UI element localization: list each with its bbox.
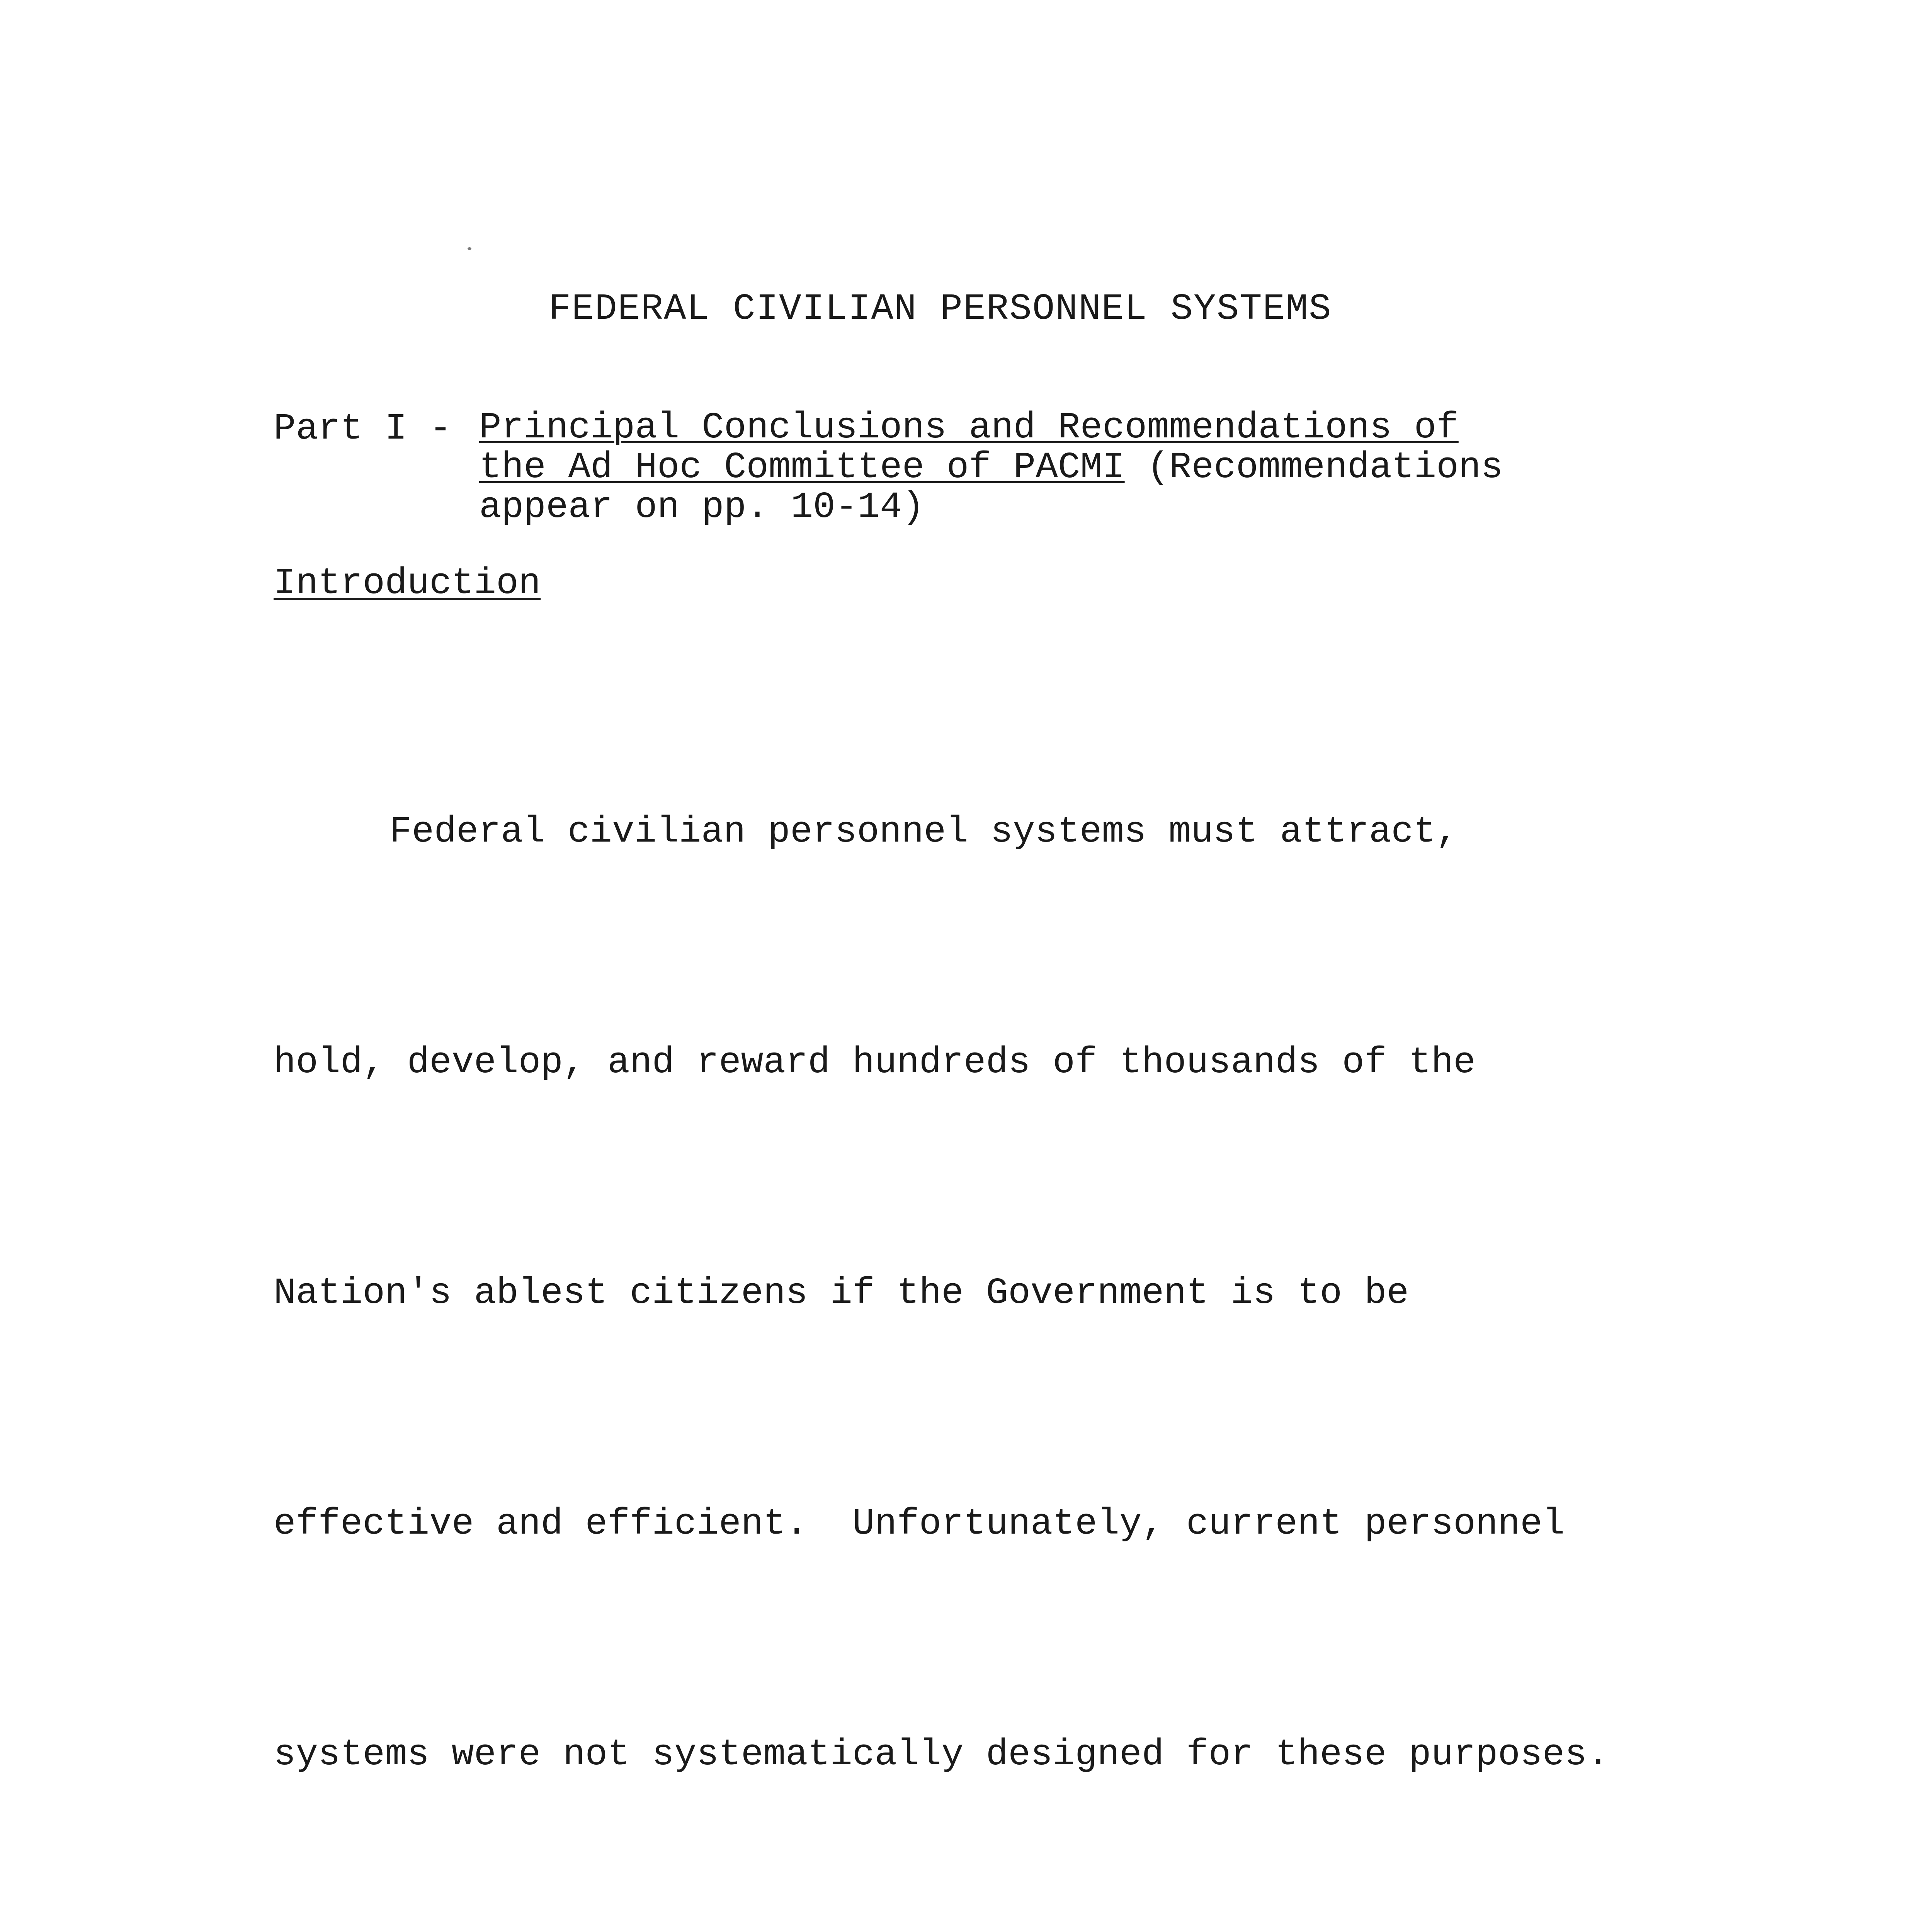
paragraph-1-line: systems were not systematically designed for these purposes. bbox=[274, 1733, 1609, 1776]
body-text bbox=[274, 639, 1609, 1932]
scan-speck bbox=[468, 247, 471, 250]
part-heading-line-3: appear on pp. 10-14) bbox=[479, 486, 925, 528]
part-heading-line-2-underlined: the Ad Hoc Committee of PACMI bbox=[479, 446, 1125, 488]
part-heading-line-2 bbox=[479, 447, 1503, 487]
paragraph-1-line: effective and efficient. Unfortunately, current personnel bbox=[274, 1503, 1565, 1545]
section-heading-introduction: Introduction bbox=[274, 562, 541, 604]
paragraph-1-line: Federal civilian personnel systems must attract, bbox=[389, 811, 1458, 853]
part-label: Part I - bbox=[274, 408, 452, 450]
part-heading-line-1: Principal Conclusions and Recommendations of bbox=[479, 406, 1459, 449]
part-heading-line-2-rest: (Recommendations bbox=[1124, 446, 1503, 488]
paragraph-1-line: hold, develop, and reward hundreds of thousands of the bbox=[274, 1041, 1476, 1083]
part-heading bbox=[479, 408, 1503, 527]
paragraph-1-line: Nation's ablest citizens if the Government is to be bbox=[274, 1272, 1409, 1314]
page-title: FEDERAL CIVILIAN PERSONNEL SYSTEMS bbox=[549, 288, 1332, 330]
